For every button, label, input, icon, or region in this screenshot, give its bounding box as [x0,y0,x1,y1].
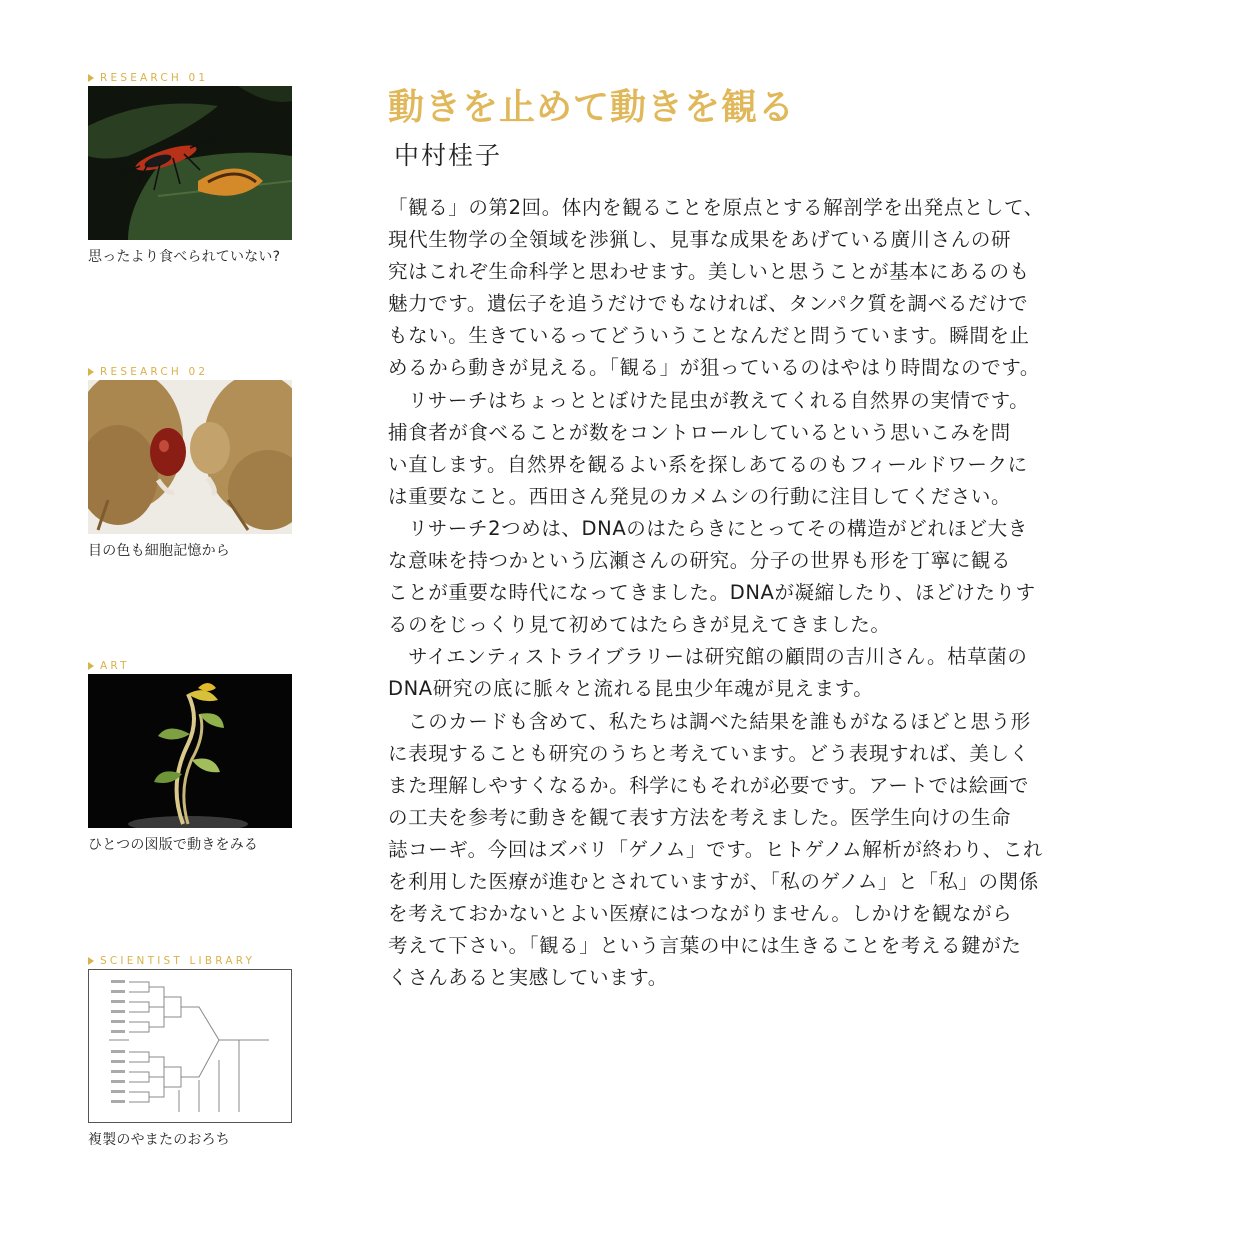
body-line: ことが重要な時代になってきました。DNAが凝縮したり、ほどけたりす [388,581,1036,605]
article-author: 中村桂子 [394,141,503,170]
section-label [88,658,294,674]
triangle-right-icon [88,662,94,670]
scientist-library-card[interactable] [88,953,294,1149]
section-label-text: RESEARCH 01 [100,72,209,84]
insect-photo [88,86,292,240]
body-line: めるから動きが見える。「観る」が狙っているのはやはり時間なのです。 [388,356,1040,380]
body-line: は重要なこと。西田さん発見のカメムシの行動に注目してください。 [388,484,1012,508]
body-line: リサーチ2つめは、DNAのはたらきにとってその構造がどれほど大き [388,516,1028,540]
body-line: もない。生きているってどういうことなんだと問うています。瞬間を止 [388,324,1030,348]
triangle-right-icon [88,957,94,965]
article-title: 動きを止めて動きを観る [388,87,796,128]
body-line: 「観る」の第2回。体内を観ることを原点とする解剖学を出発点として、 [388,196,1044,219]
body-line: い直します。自然界を観るよい系を探しあてるのもフィールドワークに [388,452,1028,476]
research-02-card[interactable] [88,364,294,560]
section-label [88,953,294,969]
body-line: を考えておかないとよい医療にはつながりません。しかけを観ながら [388,902,1013,926]
body-line: DNA研究の底に脈々と流れる昆虫少年魂が見えます。 [388,677,874,701]
article [388,84,1168,994]
body-line: サイエンティストライブラリーは研究館の顧問の吉川さん。枯草菌の [388,645,1028,669]
article-body [388,192,1168,994]
tree-diagram [88,969,292,1123]
section-label-text: SCIENTIST LIBRARY [100,955,256,967]
research-01-card[interactable] [88,70,294,266]
body-line: 誌コーギ。今回はズバリ「ゲノム」です。ヒトゲノム解析が終わり、これ [388,837,1044,861]
section-label-text: ART [100,660,130,672]
section-label [88,364,294,380]
body-line: の工夫を参考に動きを観て表す方法を考えました。医学生向けの生命 [388,805,1012,829]
body-line: また理解しやすくなるか。科学にもそれが必要です。アートでは絵画で [388,773,1030,797]
body-line: を利用した医療が進むとされていますが、「私のゲノム」と「私」の関係 [388,869,1039,893]
art-card[interactable] [88,658,294,854]
caption: 複製のやまたのおろち [88,1132,230,1148]
body-line: 現代生物学の全領域を渉猟し、見事な成果をあげている廣川さんの研 [388,228,1012,252]
section-label [88,70,294,86]
body-line: このカードも含めて、私たちは調べた結果を誰もがなるほどと思う形 [388,709,1031,733]
body-line: 魅力です。遺伝子を追うだけでもなければ、タンパク質を調べるだけで [388,292,1029,316]
body-line: な意味を持つかという広瀬さんの研究。分子の世界も形を丁寧に観る [388,549,1012,573]
body-line: 究はこれぞ生命科学と思わせます。美しいと思うことが基本にあるのも [388,260,1030,284]
seedling-photo [88,674,292,828]
caption: ひとつの図版で動きをみる [88,837,259,853]
triangle-right-icon [88,368,94,376]
section-label-text: RESEARCH 02 [100,366,209,378]
triangle-right-icon [88,74,94,82]
body-line: るのをじっくり見て初めてはたらきが見えてきました。 [388,613,891,637]
body-line: に表現することも研究のうちと考えています。どう表現すれば、美しく [388,741,1030,765]
caption: 思ったより食べられていない? [88,249,281,265]
body-line: 考えて下さい。「観る」という言葉の中には生きることを考える鍵がた [388,934,1022,958]
fly-photo [88,380,292,534]
body-line: くさんあると実感しています。 [388,966,668,990]
caption: 目の色も細胞記憶から [88,543,230,559]
body-line: リサーチはちょっととぼけた昆虫が教えてくれる自然界の実情です。 [388,388,1030,412]
body-line: 捕食者が食べることが数をコントロールしているという思いこみを問 [388,420,1011,444]
